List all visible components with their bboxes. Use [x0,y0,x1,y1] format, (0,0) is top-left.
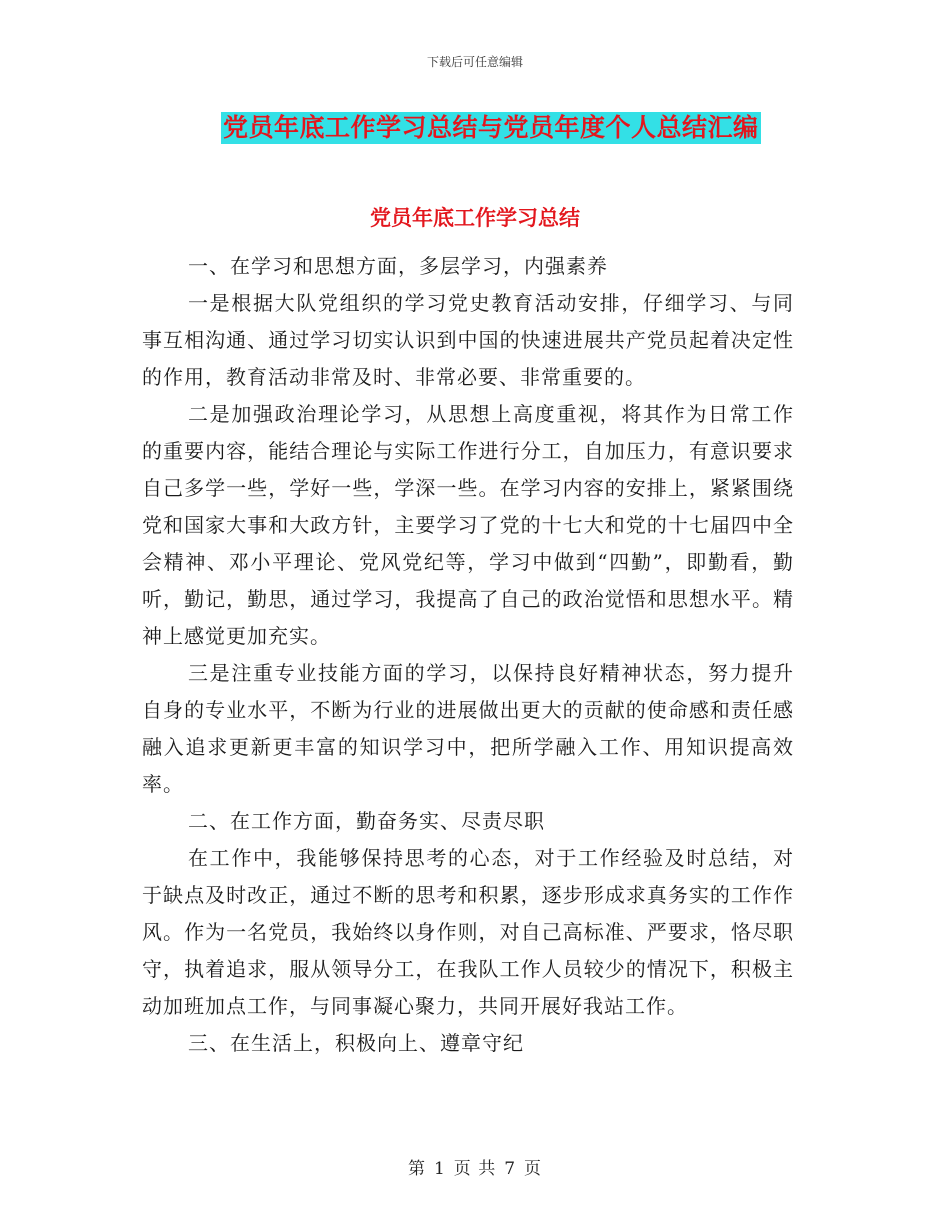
page-number: 1 [433,1159,446,1179]
heading-3: 三、在生活上，积极向上、遵章守纪 [188,1031,524,1055]
heading-1: 一、在学习和思想方面，多层学习，内强素养 [188,254,608,278]
total-pages: 7 [504,1159,517,1179]
paragraph: 二是加强政治理论学习，从思想上高度重视，将其作为日常工作的重要内容，能结合理论与实际工作进行分工，自加压力，有意识要求自己多学一些，学好一些，学深一些。在学习内容的安排上，紧紧围绕党和国家大事和大政方针，主要学习了党的十七大和党的十七届四中全会精神、邓小平理论、党风党纪等，学习中做到“四勤”，即勤看，勤听，勤记，勤思，通过学习，我提高了自己的政治觉悟和思想水平。精神上感觉更加充实。 [142,402,794,648]
paragraph: 一是根据大队党组织的学习党史教育活动安排，仔细学习、与同事互相沟通、通过学习切实认识到中国的快速进展共产党员起着决定性的作用，教育活动非常及时、非常必要、非常重要的。 [142,291,794,389]
document-title: 党员年底工作学习总结与党员年度个人总结汇编 [223,113,759,142]
paragraph: 三是注重专业技能方面的学习，以保持良好精神状态，努力提升自身的专业水平，不断为行业的进展做出更大的贡献的使命感和责任感融入追求更新更丰富的知识学习中，把所学融入工作、用知识提高效率。 [142,661,794,796]
heading-2: 二、在工作方面，勤奋务实、尽责尽职 [188,809,545,833]
paragraph: 在工作中，我能够保持思考的心态，对于工作经验及时总结，对于缺点及时改正，通过不断的思考和积累，逐步形成求真务实的工作作风。作为一名党员，我始终以身作则，对自己高标准、严要求，恪尽职守，执着追求，服从领导分工，在我队工作人员较少的情况下，积极主动加班加点工作，与同事凝心聚力，共同开展好我站工作。 [142,846,794,1018]
footer-middle: 页 共 [453,1159,497,1179]
footer-prefix: 第 [407,1159,426,1179]
section-title: 党员年底工作学习总结 [370,206,580,230]
document-body [142,248,794,1062]
page-footer [0,1154,950,1179]
header-note: 下载后可任意编辑 [426,55,523,69]
footer-suffix: 页 [524,1159,543,1179]
